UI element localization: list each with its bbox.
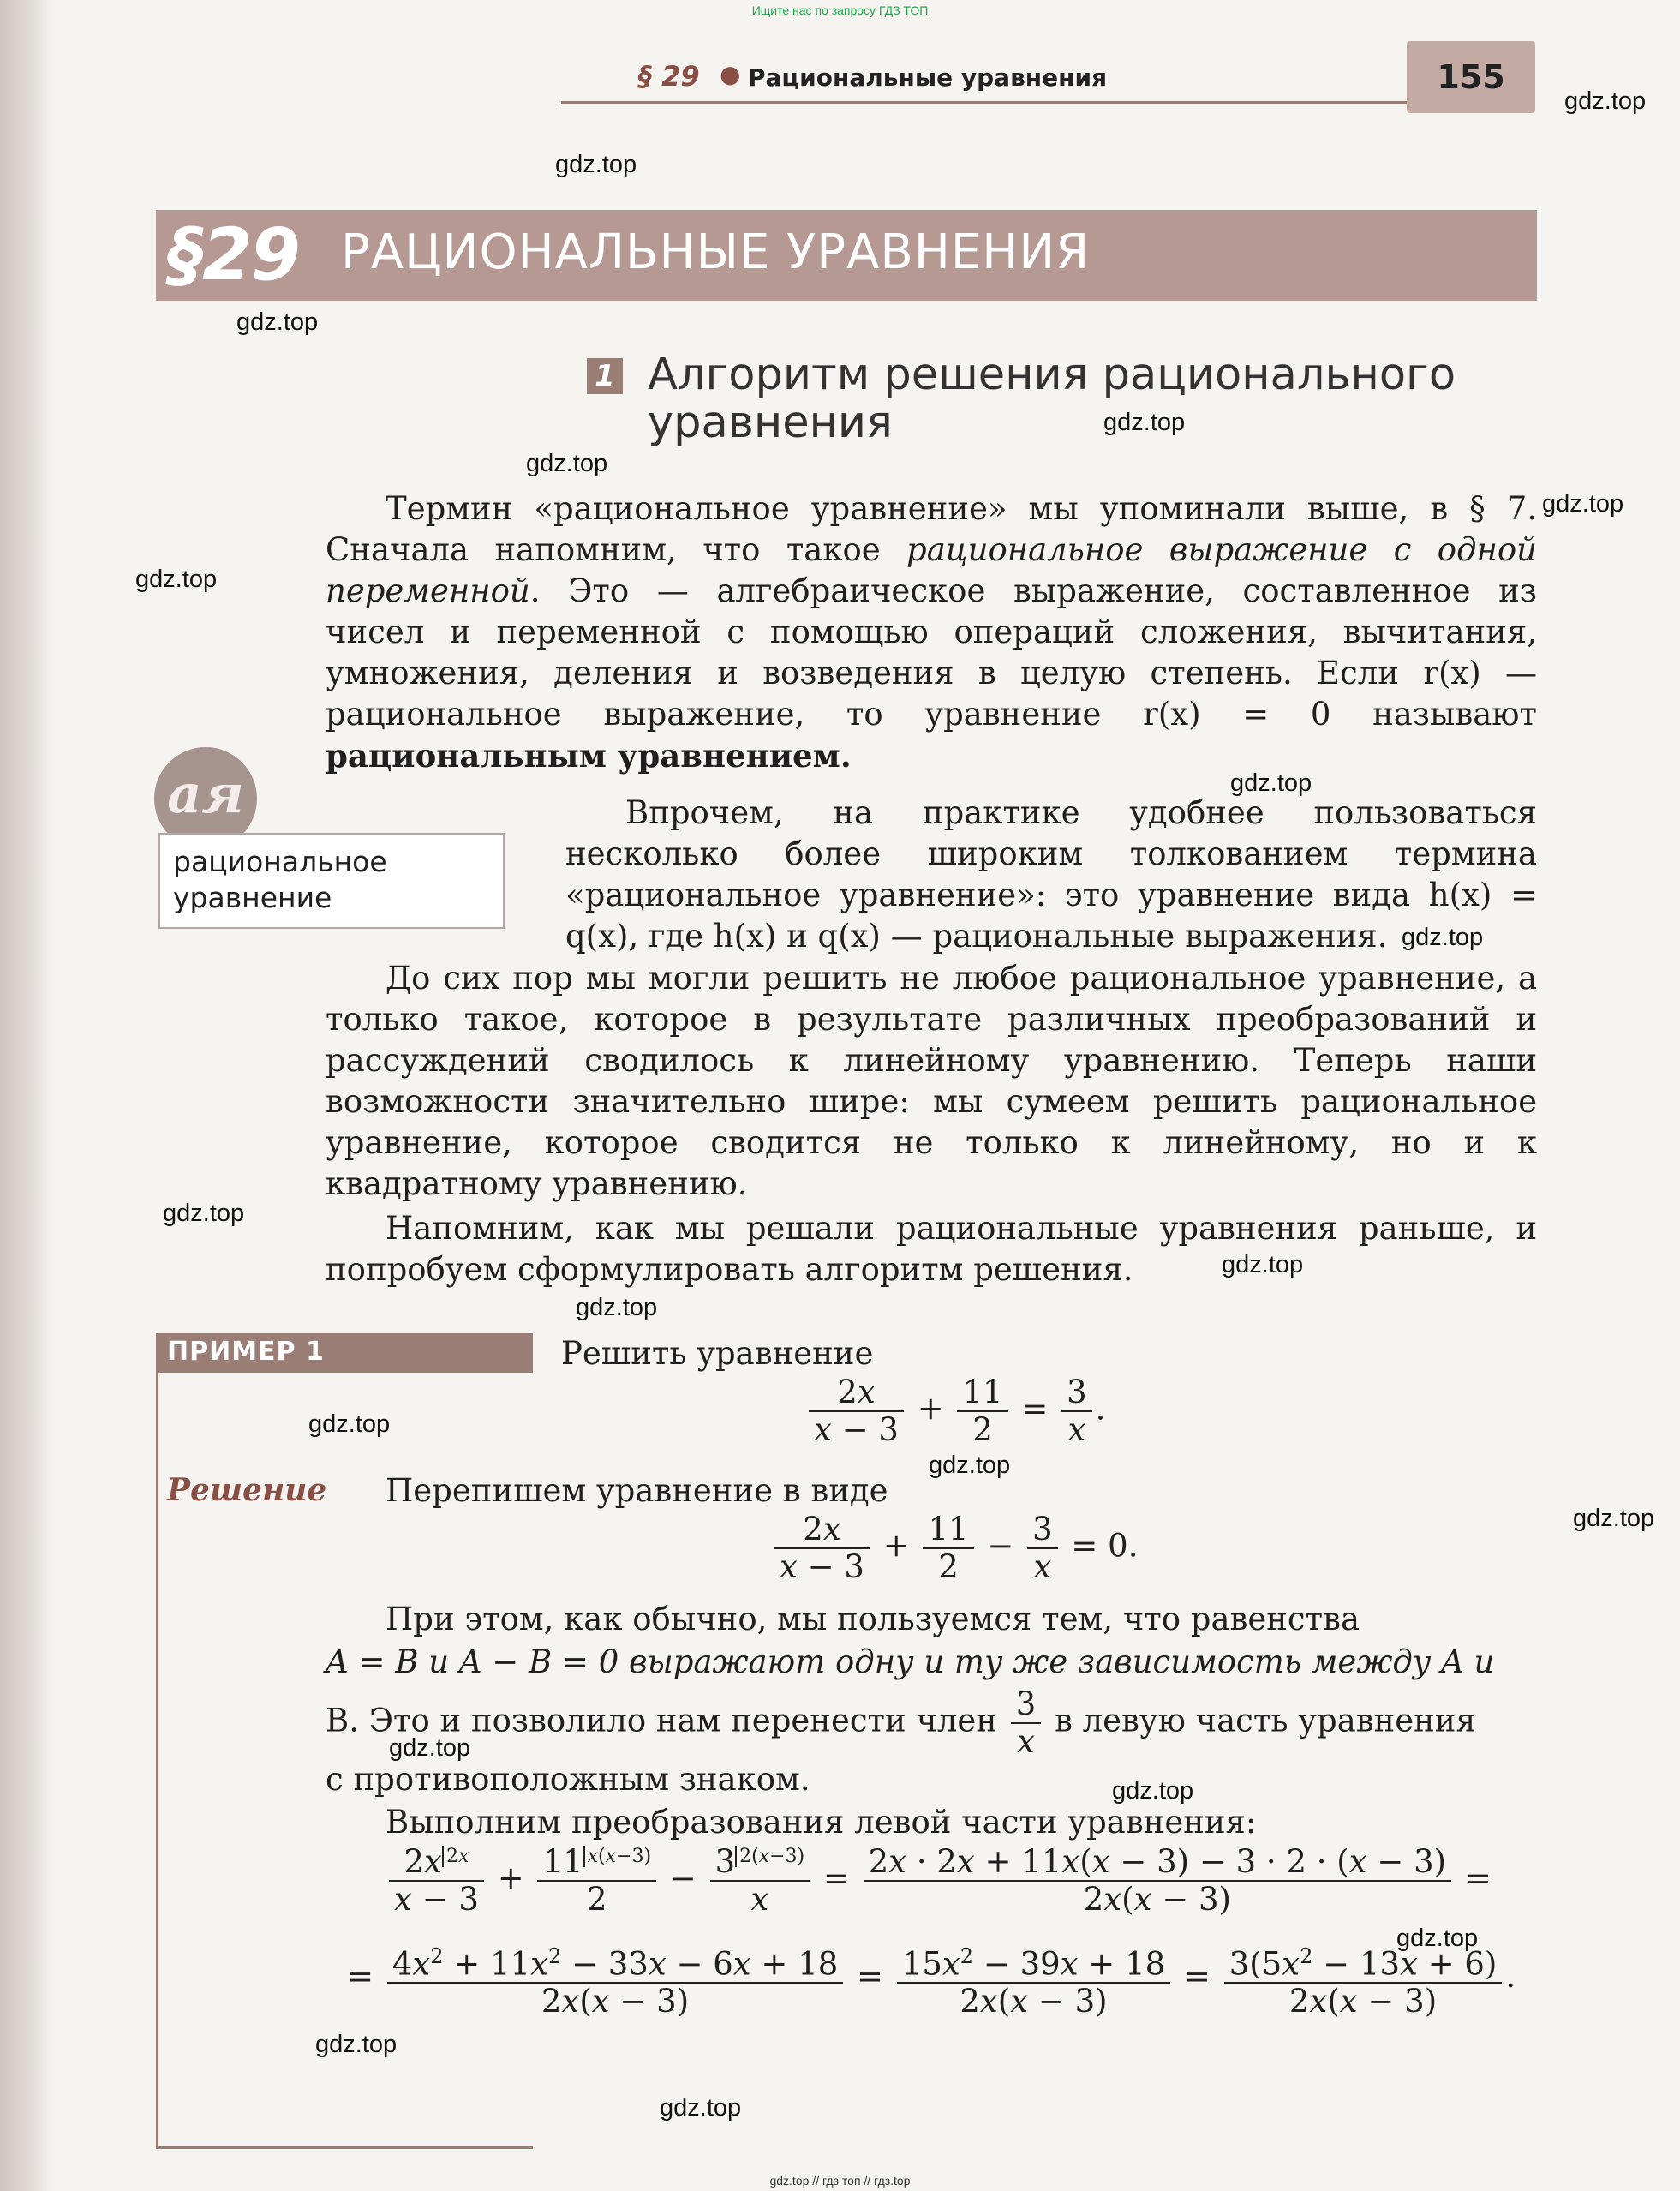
bottom-tag: gdz.top // гдз топ // гдз.top — [769, 2174, 911, 2188]
watermark: gdz.top — [163, 1200, 245, 1227]
watermark: gdz.top — [1103, 409, 1186, 436]
watermark: gdz.top — [389, 1734, 471, 1762]
watermark: gdz.top — [1402, 924, 1484, 951]
paragraph-3: До сих пор мы могли решить не любое рациональное уравнение, а только такое, которое в результате различных преобразований и рассуждений сводилось к линейному уравнению. Теперь наши возможности значительно шире: мы сумеем решить рациональное уравнение, которое сводится не только к линейному, но и к квадратному уравнению. — [326, 960, 1537, 1202]
section-number: §29 — [168, 213, 299, 296]
margin-term: рациональное уравнение — [173, 845, 387, 914]
page-shadow-edge — [0, 0, 53, 2191]
watermark: gdz.top — [660, 2094, 742, 2122]
p1-text-a: Термин «рациональное уравнение» мы упоминали выше, в § 7. Сначала напомним, что такое — [326, 490, 1537, 568]
watermark: gdz.top — [1573, 1505, 1655, 1532]
p1-bold-term: рациональным уравнением. — [326, 737, 852, 775]
example-task: Решить уравнение — [561, 1335, 874, 1372]
watermark: gdz.top — [929, 1452, 1011, 1479]
rewrite-text: Перепишем уравнение в виде — [386, 1472, 888, 1509]
watermark: gdz.top — [236, 308, 319, 336]
watermark: gdz.top — [135, 566, 218, 593]
solution-label: Решение — [167, 1472, 327, 1508]
watermark: gdz.top — [308, 1410, 391, 1438]
watermark: gdz.top — [526, 450, 608, 477]
running-header — [561, 50, 1409, 104]
watermark: gdz.top — [315, 2031, 398, 2058]
transform-equation-1: $\frac{2x ^{2x}}{x - 3}$ + $\frac{11 ^{x(x-3)}}{2}$ − $\frac{3 ^{2(x-3)}}{x}$ = $\frac{2x \cdot 2x + 11x(x - 3) - 3 \cdot 2 \cdot (x - 3)}{2x(x - 3)}$ = — [386, 1844, 1492, 1918]
equation-rewritten: $\frac{2x}{x - 3}$ + $\frac{11}{2}$ − $\frac{3}{x}$ = 0. — [771, 1512, 1138, 1585]
paragraph-2: Впрочем, на практике удобнее пользоваться несколько более широким толкованием термина «рациональное уравнение»: это уравнение вида h(x) = q(x), где h(x) и q(x) — рациональные выражения. — [565, 794, 1537, 955]
equiv-line-3: B. Это и позволило нам перенести член $\frac{3}{x}$ в левую часть уравнения — [326, 1685, 1476, 1760]
watermark: gdz.top — [1112, 1777, 1194, 1805]
watermark: gdz.top — [1542, 490, 1624, 518]
example-frame-bottom — [156, 2146, 533, 2149]
equation-original: $\frac{2x}{x - 3}$ + $\frac{11}{2}$ = $\frac{3}{x}$ . — [805, 1374, 1105, 1448]
dictionary-logo-icon: aя — [154, 747, 257, 850]
watermark: gdz.top — [1230, 769, 1312, 797]
watermark: gdz.top — [555, 151, 637, 178]
bullet-icon: ● — [720, 60, 741, 88]
p1-text-b: . Это — алгебраическое выражение, составленное из чисел и переменной с помощью операций сложения, вычитания, умножения, деления и возведения в целую степень. Если r(x) — рациональное выражение, то уравнение r(x) = 0 называют — [326, 572, 1537, 733]
section-title: РАЦИОНАЛЬНЫЕ УРАВНЕНИЯ — [341, 224, 1091, 280]
paragraph-4: Напомним, как мы решали рациональные уравнения раньше, и попробуем сформулировать алгоритм решения. — [326, 1210, 1537, 1288]
transform-text: Выполним преобразования левой части уравнения: — [386, 1804, 1257, 1841]
watermark: gdz.top — [1396, 1925, 1479, 1952]
transform-equation-2: = $\frac{4x^2 + 11x^2 - 33x - 6x + 18}{2x(x - 3)}$ = $\frac{15x^2 - 39x + 18}{2x(x - 3)}$ = $\frac{3(5x^2 - 13x + 6)}{2x(x - 3)}$ . — [347, 1938, 1516, 2020]
example-frame-left — [156, 1371, 158, 2146]
watermark: gdz.top — [1222, 1251, 1304, 1278]
running-section-number: § 29 — [638, 60, 700, 93]
p1-italic-term: рациональное выражение с одной переменной — [326, 531, 1537, 609]
equiv-line-1: При этом, как обычно, мы пользуемся тем, что равенства — [386, 1601, 1360, 1637]
equiv-line-2: A = B и A − B = 0 выражают одну и ту же зависимость между A и — [326, 1643, 1495, 1680]
subsection-title: Алгоритм решения рационального уравнения — [648, 350, 1456, 448]
page-number: 155 — [1407, 41, 1535, 113]
example-label: ПРИМЕР 1 — [167, 1337, 325, 1367]
paragraph-1 — [326, 488, 1537, 777]
subsection-number: 1 — [587, 358, 623, 394]
top-search-tag: Ищите нас по запросу ГДЗ ТОП — [751, 3, 929, 17]
equiv-line-4: с противоположным знаком. — [326, 1761, 810, 1798]
watermark: gdz.top — [1564, 87, 1647, 115]
running-title: Рациональные уравнения — [748, 63, 1108, 92]
watermark: gdz.top — [576, 1294, 658, 1321]
